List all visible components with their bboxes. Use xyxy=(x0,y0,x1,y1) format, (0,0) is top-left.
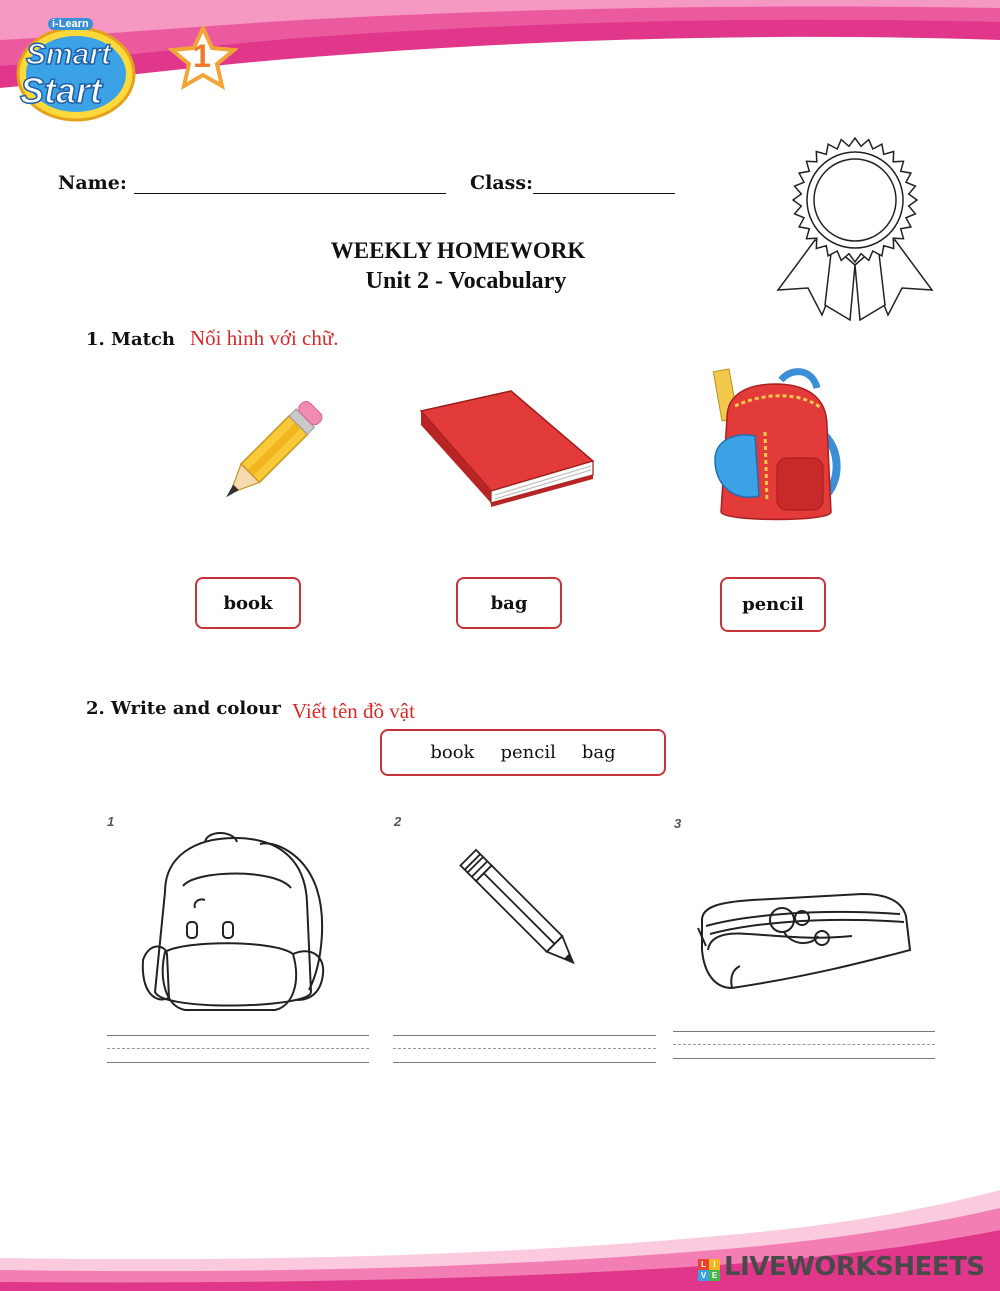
smart-start-logo xyxy=(14,14,144,124)
header-band xyxy=(0,0,1000,90)
liveworksheets-logo-icon xyxy=(698,1259,720,1281)
word-bank-item: pencil xyxy=(500,742,556,763)
logo-letter: I xyxy=(709,1259,720,1270)
backpack-outline-image[interactable] xyxy=(125,822,350,1027)
logo-letter: L xyxy=(698,1259,709,1270)
section2-instruction: Viết tên đồ vật xyxy=(292,699,415,723)
name-blank[interactable] xyxy=(134,175,446,194)
item-number: 1 xyxy=(107,814,115,829)
word-bank-item: book xyxy=(430,742,475,763)
class-field xyxy=(470,172,675,194)
pencil-outline-image[interactable] xyxy=(445,838,600,983)
logo-small-text: i-Learn xyxy=(48,18,93,30)
class-blank[interactable] xyxy=(533,175,675,194)
logo-letter: E xyxy=(709,1270,720,1281)
word-bank xyxy=(380,729,666,776)
section2-heading: 2. Write and colour xyxy=(86,698,281,719)
worksheet-title: WEEKLY HOMEWORK xyxy=(330,238,586,263)
liveworksheets-brand[interactable]: LIVEWORKSHEETS xyxy=(724,1252,985,1282)
item-number: 3 xyxy=(674,816,682,831)
section1-heading: 1. Match xyxy=(86,329,176,350)
award-rosette-icon xyxy=(770,130,940,325)
section1-instruction: Nối hình với chữ. xyxy=(190,326,339,350)
writing-line[interactable] xyxy=(393,1035,656,1063)
writing-line[interactable] xyxy=(673,1031,935,1059)
grade-number: 1 xyxy=(193,38,211,74)
backpack-image[interactable] xyxy=(705,362,850,527)
pencil-image[interactable] xyxy=(205,390,335,515)
class-label: Class: xyxy=(470,172,534,194)
book-image[interactable] xyxy=(415,385,600,510)
logo-word-start: Start xyxy=(20,70,103,111)
word-bank-item: bag xyxy=(581,742,616,763)
worksheet-subtitle: Unit 2 - Vocabulary xyxy=(365,268,567,294)
logo-letter: V xyxy=(698,1270,709,1281)
name-field xyxy=(58,172,446,194)
match-word-book[interactable]: book xyxy=(195,577,301,629)
book-outline-image[interactable] xyxy=(692,880,917,1000)
match-word-bag[interactable]: bag xyxy=(456,577,562,629)
grade-star-badge xyxy=(168,26,238,90)
match-word-pencil[interactable]: pencil xyxy=(720,577,826,632)
name-label: Name: xyxy=(58,172,127,194)
item-number: 2 xyxy=(394,814,402,829)
logo-word-smart: Smart xyxy=(26,38,112,71)
writing-line[interactable] xyxy=(107,1035,369,1063)
